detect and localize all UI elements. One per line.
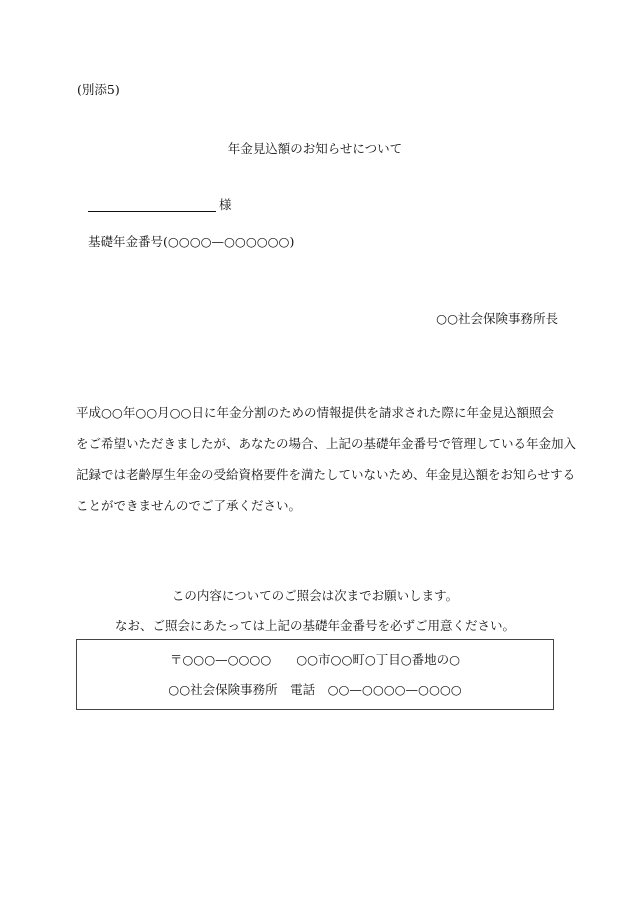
pension-number-line: 基礎年金番号(○○○○—○○○○○○) xyxy=(88,234,295,249)
body-line: 平成○○年○○月○○日に年金分割のための情報提供を請求された際に年金見込額照会 xyxy=(76,405,554,420)
document-title: 年金見込額のお知らせについて xyxy=(227,141,403,156)
body-line: ことができませんのでご了承ください。 xyxy=(76,498,302,513)
body-paragraph xyxy=(76,397,577,521)
contact-box xyxy=(76,639,554,710)
body-line: 記録では老齢厚生年金の受給資格要件を満たしていないため、年金見込額をお知らせする xyxy=(76,467,576,482)
contact-office-phone: ○○社会保険事務所 電話 ○○—○○○○—○○○○ xyxy=(168,682,462,697)
contact-intro: この内容についてのご照会は次までお願いします。 xyxy=(171,588,459,603)
addressee-name-blank xyxy=(88,211,216,212)
body-line: をご希望いただきましたが、あなたの場合、上記の基礎年金番号で管理している年金加入 xyxy=(76,436,577,451)
sender-name: ○○社会保険事務所長 xyxy=(436,311,558,326)
addressee-honorific: 様 xyxy=(219,197,232,212)
contact-note: なお、ご照会にあたっては上記の基礎年金番号を必ずご用意ください。 xyxy=(114,618,515,633)
annex-label: (別添5) xyxy=(77,82,120,97)
contact-address: 〒○○○—○○○○ ○○市○○町○丁目○番地の○ xyxy=(169,652,461,667)
